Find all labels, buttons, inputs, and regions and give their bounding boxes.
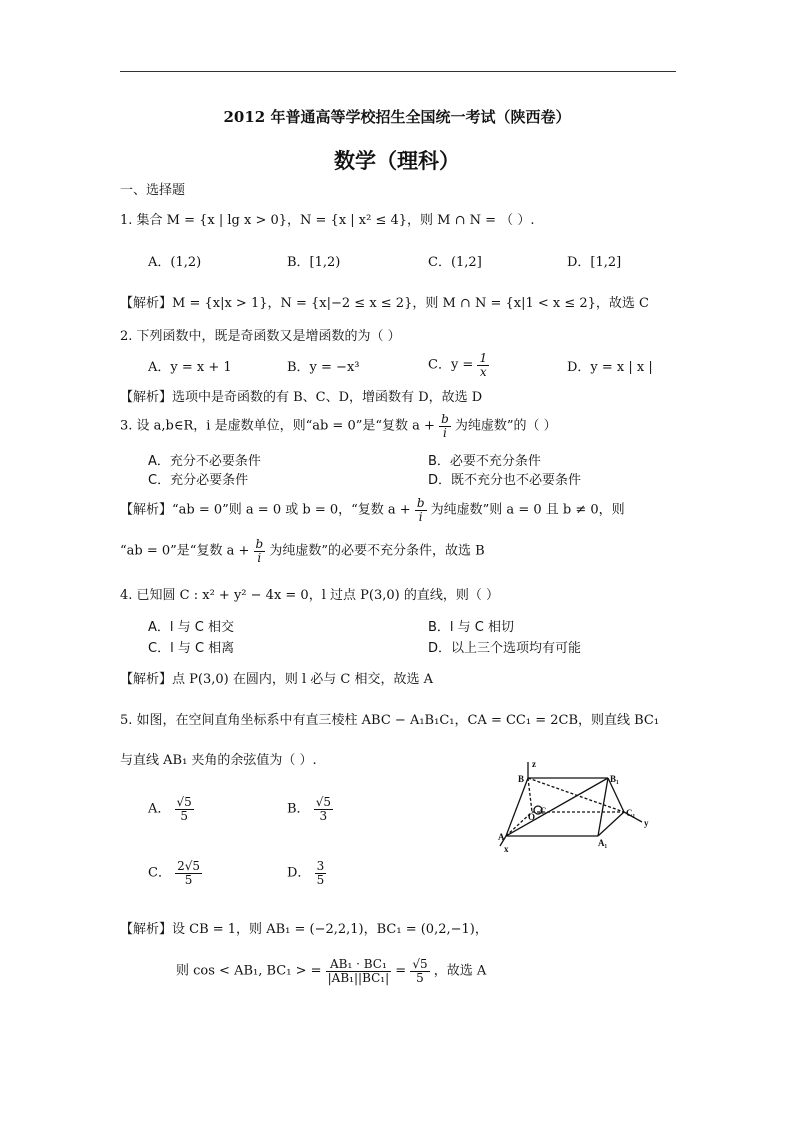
q3-analysis-fraction-1: $\frac{b}{i}$ — [416, 496, 425, 524]
edge-b-c — [528, 778, 532, 812]
q5-option-c: C． $\frac{2√5}{5}$ — [148, 859, 201, 887]
q2-option-a: A．y = x + 1 — [148, 360, 232, 375]
label-o: O — [528, 812, 536, 822]
exam-title: 2012 年普通高等学校招生全国统一考试（陕西卷） — [223, 108, 571, 126]
q4-option-d: D．以上三个选项均有可能 — [428, 641, 582, 656]
q2-option-c: C．y = $\frac{1}{x}$ — [428, 351, 488, 379]
q2-option-b: B．y = −x³ — [287, 360, 360, 375]
q1-option-d: D．[1,2] — [567, 255, 622, 270]
diagonal-ab1 — [506, 778, 608, 836]
subject-title: 数学（理科） — [334, 148, 460, 173]
q3-option-c: C．充分必要条件 — [148, 473, 249, 488]
label-b: B — [518, 774, 525, 784]
q5-option-a-fraction: $\frac{√5}{5}$ — [176, 795, 192, 823]
q5-stem-line1: 5. 如图，在空间直角坐标系中有直三棱柱 ABC − A₁B₁C₁，CA = CC₁ = 2CB，则直线 BC₁ — [120, 713, 660, 728]
header-rule — [120, 71, 676, 72]
q2-stem: 2. 下列函数中，既是奇函数又是增函数的为（ ） — [120, 329, 401, 344]
q1-option-c: C．(1,2] — [428, 255, 482, 270]
q2-analysis: 【解析】选项中是奇函数的有 B、C、D，增函数有 D，故选 D — [120, 390, 483, 405]
q4-option-c: C．l 与 C 相离 — [148, 641, 235, 656]
q5-analysis-line1: 【解析】设 CB = 1，则 AB₁ = (−2,2,1)，BC₁ = (0,2,−1)， — [120, 922, 488, 937]
q5-stem-line2: 与直线 AB₁ 夹角的余弦值为（ ）. — [120, 753, 317, 768]
q3-analysis-line1: 【解析】“ab = 0”则 a = 0 或 b = 0，“复数 a + $\frac{b}{i}$ 为纯虚数”则 a = 0 且 b ≠ 0，则 — [120, 496, 625, 524]
label-a: A — [498, 832, 505, 842]
q3-stem-fraction: $\frac{b}{i}$ — [441, 412, 449, 440]
q3-option-d: D．既不充分也不必要条件 — [428, 473, 582, 488]
q2-option-c-fraction: $\frac{1}{x}$ — [479, 351, 488, 379]
section-heading: 一、选择题 — [120, 183, 186, 198]
q5-option-c-fraction: $\frac{2√5}{5}$ — [177, 859, 201, 887]
q3-option-a: A．充分不必要条件 — [148, 454, 261, 469]
q4-option-b: B．l 与 C 相切 — [428, 620, 515, 635]
edge-a-b — [506, 778, 528, 836]
q4-stem: 4. 已知圆 C : x² + y² − 4x = 0，l 过点 P(3,0) 的直线，则（ ） — [120, 588, 499, 603]
q4-analysis: 【解析】点 P(3,0) 在圆内，则 l 必与 C 相交，故选 A — [120, 672, 433, 687]
label-x: x — [504, 844, 509, 854]
q1-option-a: A．(1,2) — [148, 255, 202, 270]
q1-analysis: 【解析】M = {x|x > 1}，N = {x|−2 ≤ x ≤ 2}，则 M ∩ N = {x|1 < x ≤ 2}，故选 C — [120, 296, 650, 311]
label-c: C — [540, 806, 547, 816]
label-c1: C₁ — [626, 808, 636, 818]
label-b1: B₁ — [610, 774, 619, 784]
q2-option-d: D．y = x | x | — [567, 360, 653, 375]
q5-analysis-cos-fraction: $\frac{\text{AB₁ · BC₁}}{\text{|AB₁||BC₁|}}$ — [327, 957, 390, 985]
q5-analysis-line2: 则 cos < AB₁, BC₁ > = $\frac{\text{AB₁ · BC₁}}{\text{|AB₁||BC₁|}}$ = $\frac{√5}{5}$ ，故选 A — [176, 957, 487, 985]
prism-figure — [498, 758, 680, 854]
label-z: z — [532, 759, 536, 769]
q5-analysis-result-fraction: $\frac{√5}{5}$ — [412, 957, 428, 985]
q3-analysis-line2: “ab = 0”是“复数 a + $\frac{b}{i}$ 为纯虚数”的必要不充分条件，故选 B — [120, 537, 485, 565]
q1-stem: 1. 集合 M = {x | lg x > 0}，N = {x | x² ≤ 4}，则 M ∩ N = （ ）. — [120, 213, 535, 228]
q5-option-d-fraction: $\frac{3}{5}$ — [316, 859, 325, 887]
label-a1: A₁ — [598, 838, 608, 848]
q4-option-a: A．l 与 C 相交 — [148, 620, 234, 635]
q5-option-d: D． $\frac{3}{5}$ — [287, 859, 325, 887]
q3-analysis-fraction-2: $\frac{b}{i}$ — [255, 537, 264, 565]
q5-option-b-fraction: $\frac{√5}{3}$ — [315, 795, 331, 823]
q3-option-b: B．必要不充分条件 — [428, 454, 541, 469]
q5-option-b: B． $\frac{√5}{3}$ — [287, 795, 331, 823]
q3-stem: 3. 设 a,b∈R，i 是虚数单位，则“ab = 0”是“复数 a + $\frac{b}{i}$ 为纯虚数”的（ ） — [120, 412, 557, 440]
label-y: y — [644, 818, 649, 828]
q1-option-b: B．[1,2) — [287, 255, 341, 270]
q5-option-a: A． $\frac{√5}{5}$ — [148, 795, 192, 823]
